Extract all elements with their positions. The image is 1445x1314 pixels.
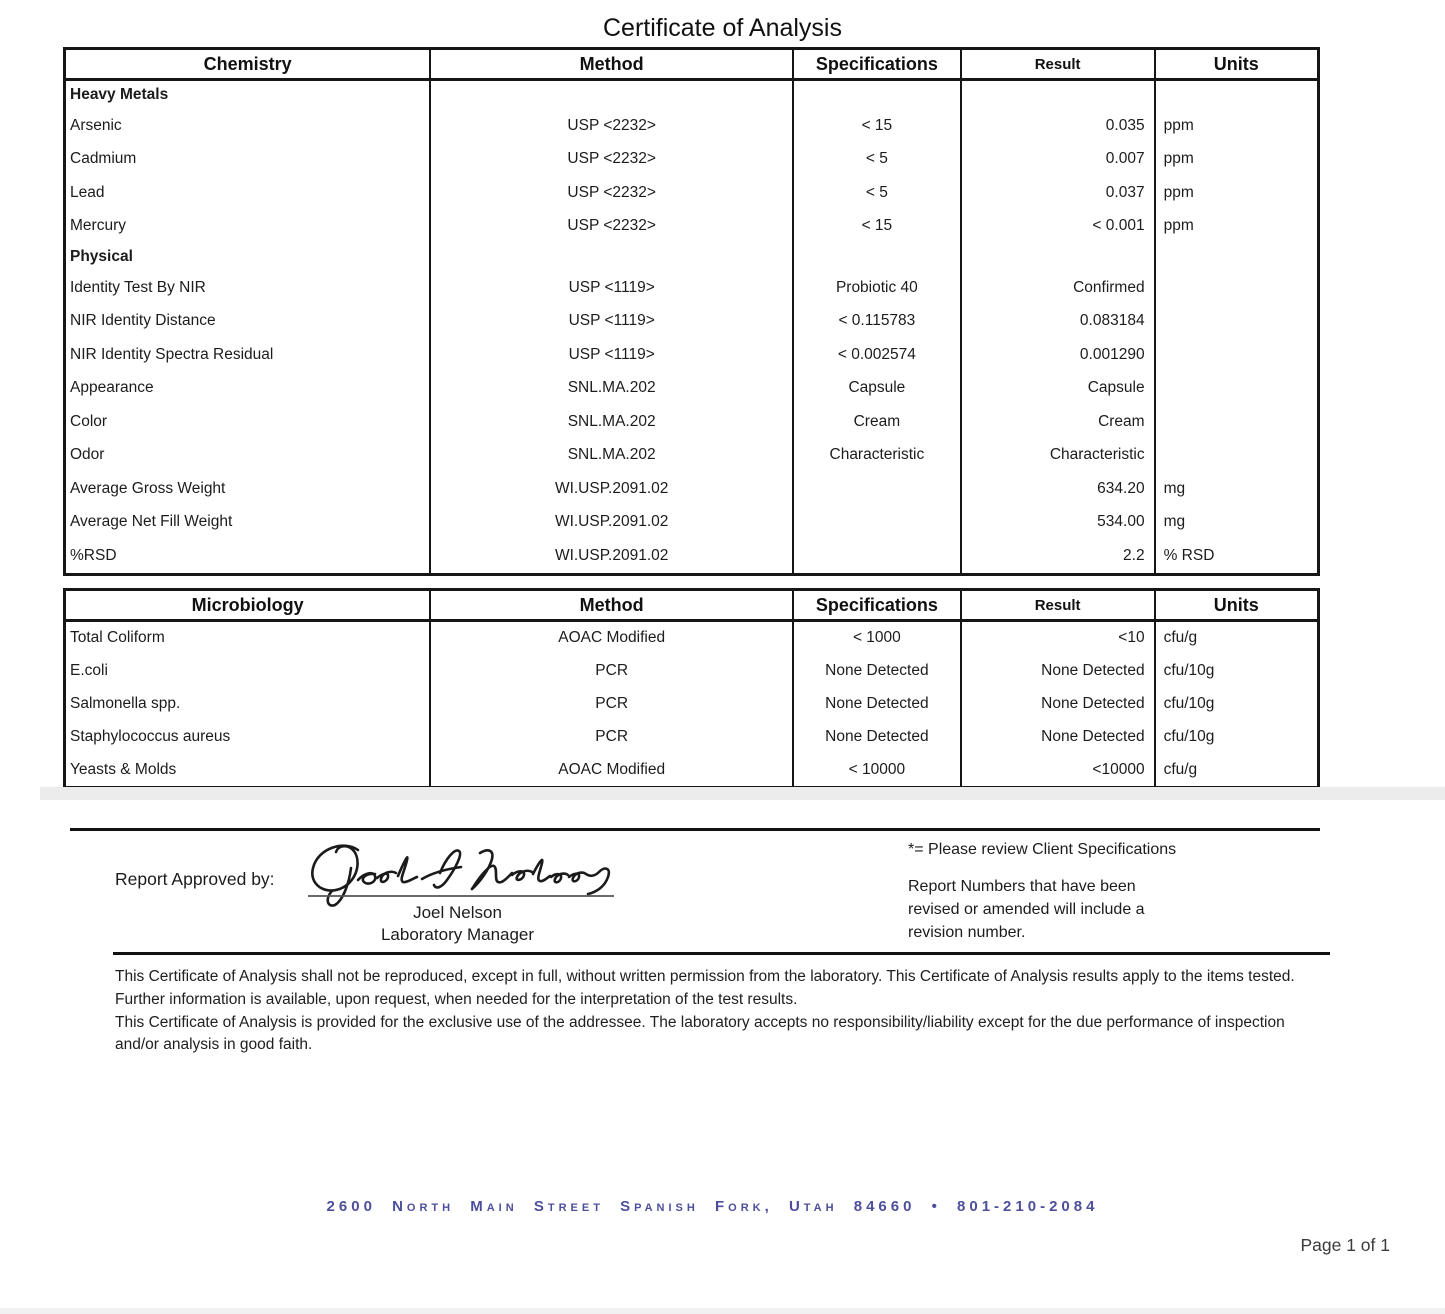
specification: Cream — [794, 405, 962, 439]
result: 2.2 — [962, 539, 1156, 573]
shaded-strip — [40, 787, 1445, 800]
specification: Characteristic — [794, 439, 962, 473]
units: % RSD — [1163, 546, 1215, 564]
analyte-name: %RSD — [66, 539, 431, 573]
chemistry-table — [63, 47, 1320, 576]
specification: < 0.002574 — [794, 338, 962, 372]
header-cell-specifications: Specifications — [794, 591, 962, 622]
analyte-name: Salmonella spp. — [66, 688, 431, 721]
units: mg — [1163, 479, 1186, 497]
analyte-name: Appearance — [66, 372, 431, 406]
method: SNL.MA.202 — [431, 372, 794, 406]
specification: < 15 — [794, 210, 962, 244]
page-number-label: Page 1 of 1 — [1300, 1235, 1390, 1255]
analyte-name: NIR Identity Spectra Residual — [66, 338, 431, 372]
units — [1156, 81, 1317, 109]
result: None Detected — [962, 655, 1156, 688]
analyte-name: Cadmium — [66, 143, 431, 177]
units: mg — [1163, 513, 1186, 531]
report-approved-label: Report Approved by: — [115, 869, 275, 889]
specification: None Detected — [794, 655, 962, 688]
result: Characteristic — [962, 439, 1156, 473]
page-title: Certificate of Analysis — [603, 14, 842, 42]
result — [962, 81, 1156, 109]
analyte-name: Color — [66, 405, 431, 439]
approval-bottom-rule — [113, 952, 1330, 955]
microbiology-table — [63, 588, 1320, 789]
specification: < 5 — [794, 143, 962, 177]
result — [962, 243, 1156, 271]
result: None Detected — [962, 688, 1156, 721]
specification: < 1000 — [794, 622, 962, 655]
method: AOAC Modified — [431, 622, 794, 655]
method — [431, 243, 794, 271]
method: WI.USP.2091.02 — [431, 506, 794, 540]
result: 534.00 — [962, 506, 1156, 540]
units: ppm — [1163, 217, 1194, 235]
header-cell-units: Units — [1156, 50, 1317, 81]
result: 0.037 — [962, 176, 1156, 210]
units — [1156, 372, 1317, 406]
analyte-name: Odor — [66, 439, 431, 473]
method: USP <1119> — [431, 305, 794, 339]
analyte-name: NIR Identity Distance — [66, 305, 431, 339]
method: SNL.MA.202 — [431, 439, 794, 473]
result: 0.083184 — [962, 305, 1156, 339]
result: 0.007 — [962, 143, 1156, 177]
result: <10000 — [962, 753, 1156, 786]
analyte-name: Yeasts & Molds — [66, 753, 431, 786]
client-spec-note: *= Please review Client Specifications — [908, 841, 1177, 858]
analyte-name: Average Gross Weight — [66, 472, 431, 506]
specification — [794, 472, 962, 506]
bottom-strip — [0, 1308, 1445, 1314]
units: ppm — [1163, 183, 1194, 201]
signature-image — [298, 836, 618, 908]
method: USP <1119> — [431, 271, 794, 305]
header-cell-method: Method — [431, 591, 794, 622]
units: cfu/g — [1163, 760, 1198, 778]
units: cfu/g — [1163, 629, 1198, 647]
method: PCR — [431, 655, 794, 688]
signer-title: Laboratory Manager — [380, 925, 535, 944]
units: cfu/10g — [1163, 662, 1215, 680]
specification: Probiotic 40 — [794, 271, 962, 305]
header-cell-method: Method — [431, 50, 794, 81]
specification: < 5 — [794, 176, 962, 210]
method: USP <2232> — [431, 143, 794, 177]
result: < 0.001 — [962, 210, 1156, 244]
method: USP <1119> — [431, 338, 794, 372]
specification: < 15 — [794, 109, 962, 143]
signer-name: Joel Nelson — [413, 903, 502, 922]
result: 0.035 — [962, 109, 1156, 143]
header-cell-result: Result — [962, 50, 1156, 81]
result: Confirmed — [962, 271, 1156, 305]
analyte-name: Staphylococcus aureus — [66, 720, 431, 753]
specification: < 0.115783 — [794, 305, 962, 339]
units: ppm — [1163, 116, 1194, 134]
method: USP <2232> — [431, 176, 794, 210]
analyte-name: Identity Test By NIR — [66, 271, 431, 305]
revision-note: Report Numbers that have been revised or amended will include a revision number. — [908, 878, 1145, 942]
specification: None Detected — [794, 720, 962, 753]
analyte-name: E.coli — [66, 655, 431, 688]
specification: None Detected — [794, 688, 962, 721]
method: WI.USP.2091.02 — [431, 472, 794, 506]
units — [1156, 305, 1317, 339]
header-cell-microbiology: Microbiology — [66, 591, 431, 622]
header-cell-specifications: Specifications — [794, 50, 962, 81]
method: PCR — [431, 688, 794, 721]
analyte-name: Mercury — [66, 210, 431, 244]
approval-top-rule — [70, 828, 1320, 831]
specification — [794, 81, 962, 109]
method: WI.USP.2091.02 — [431, 539, 794, 573]
units: ppm — [1163, 150, 1194, 168]
specification: Capsule — [794, 372, 962, 406]
header-cell-units: Units — [1156, 591, 1317, 622]
analyte-name: Average Net Fill Weight — [66, 506, 431, 540]
units — [1156, 338, 1317, 372]
section-label: Heavy Metals — [66, 81, 431, 109]
disclaimer-paragraph-1: This Certificate of Analysis shall not be reproduced, except in full, without written permission from the laboratory. This Certificate of Analysis results apply to the items tested. Further information is available, upon request, when needed for the interpretation of the test results. — [115, 968, 1295, 1008]
units: cfu/10g — [1163, 694, 1215, 712]
header-cell-chemistry: Chemistry — [66, 50, 431, 81]
analyte-name: Lead — [66, 176, 431, 210]
lab-address: 2600 North Main Street Spanish Fork, Utah 84660 • 801-210-2084 — [326, 1198, 1099, 1215]
result: <10 — [962, 622, 1156, 655]
specification — [794, 506, 962, 540]
method: USP <2232> — [431, 210, 794, 244]
method: AOAC Modified — [431, 753, 794, 786]
units: cfu/10g — [1163, 727, 1215, 745]
specification: < 10000 — [794, 753, 962, 786]
method: SNL.MA.202 — [431, 405, 794, 439]
disclaimer-paragraph-2: This Certificate of Analysis is provided for the exclusive use of the addressee. The laboratory accepts no responsibility/liability except for the due performance of inspection and/or analysis in good faith. — [115, 1013, 1285, 1054]
specification — [794, 539, 962, 573]
header-cell-result: Result — [962, 591, 1156, 622]
section-label: Physical — [66, 243, 431, 271]
result: None Detected — [962, 720, 1156, 753]
analyte-name: Arsenic — [66, 109, 431, 143]
method — [431, 81, 794, 109]
result: 0.001290 — [962, 338, 1156, 372]
specification — [794, 243, 962, 271]
method: USP <2232> — [431, 109, 794, 143]
units — [1156, 439, 1317, 473]
disclaimer-text — [115, 966, 1307, 1057]
units — [1156, 271, 1317, 305]
analyte-name: Total Coliform — [66, 622, 431, 655]
units — [1156, 243, 1317, 271]
result: Capsule — [962, 372, 1156, 406]
result: Cream — [962, 405, 1156, 439]
method: PCR — [431, 720, 794, 753]
result: 634.20 — [962, 472, 1156, 506]
units — [1156, 405, 1317, 439]
